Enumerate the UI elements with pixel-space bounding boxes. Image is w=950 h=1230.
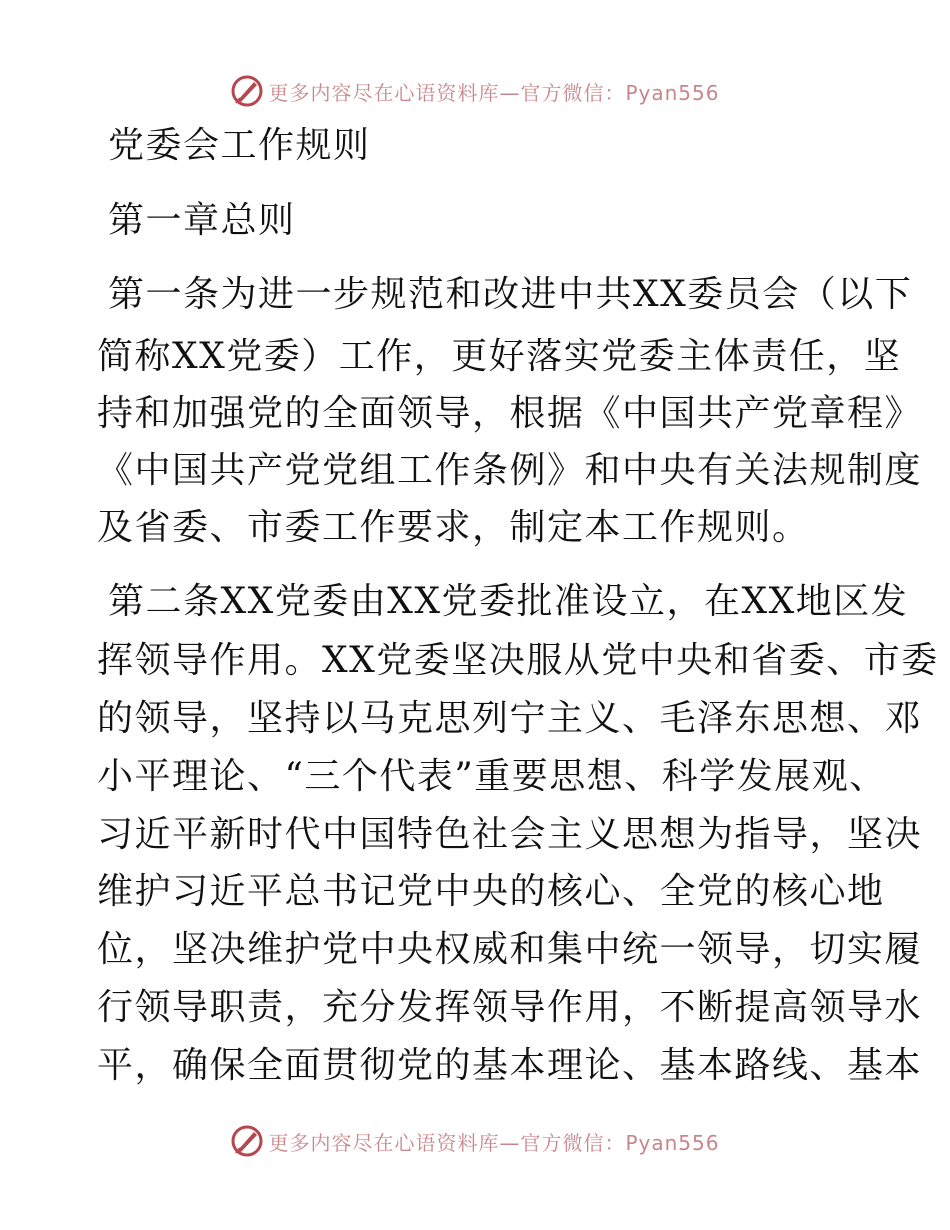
header-watermark [0, 71, 950, 111]
document-title: 党委会工作规则 [108, 125, 371, 166]
paragraph-line: 行领导职责，充分发挥领导作用，不断提高领导水 [97, 987, 923, 1028]
watermark-text: 更多内容尽在心语资料库—官方微信：Pyan556 [268, 80, 720, 105]
quill-pen-logo-icon [230, 74, 264, 108]
paragraph-line: 第二条XX党委由XX党委批准设立，在XX地区发 [108, 581, 909, 622]
paragraph-line: 的领导，坚持以马克思列宁主义、毛泽东思想、邓 [97, 698, 923, 739]
watermark-text: 更多内容尽在心语资料库—官方微信：Pyan556 [268, 1130, 720, 1155]
chapter-heading: 第一章总则 [108, 200, 296, 241]
paragraph-line: 平，确保全面贯彻党的基本理论、基本路线、基本 [97, 1045, 923, 1086]
paragraph-line: 习近平新时代中国特色社会主义思想为指导，坚决 [97, 814, 923, 855]
paragraph-line: 位，坚决维护党中央权威和集中统一领导，切实履 [97, 929, 923, 970]
footer-watermark [0, 1121, 950, 1161]
paragraph-line: 及省委、市委工作要求，制定本工作规则。 [97, 507, 810, 548]
paragraph-line: 挥领导作用。XX党委坚决服从党中央和省委、市委 [97, 640, 939, 681]
quill-pen-logo-icon [230, 1124, 264, 1158]
paragraph-line: 第一条为进一步规范和改进中共XX委员会（以下 [108, 274, 913, 315]
paragraph-line: 持和加强党的全面领导，根据《中国共产党章程》 [97, 393, 923, 434]
paragraph-line: 维护习近平总书记党中央的核心、全党的核心地 [97, 871, 885, 912]
paragraph-line: 简称XX党委）工作，更好落实党委主体责任，坚 [97, 336, 902, 377]
paragraph-line: 《中国共产党党组工作条例》和中央有关法规制度 [97, 450, 923, 491]
paragraph-line: 小平理论、“三个代表”重要思想、科学发展观、 [97, 756, 887, 797]
